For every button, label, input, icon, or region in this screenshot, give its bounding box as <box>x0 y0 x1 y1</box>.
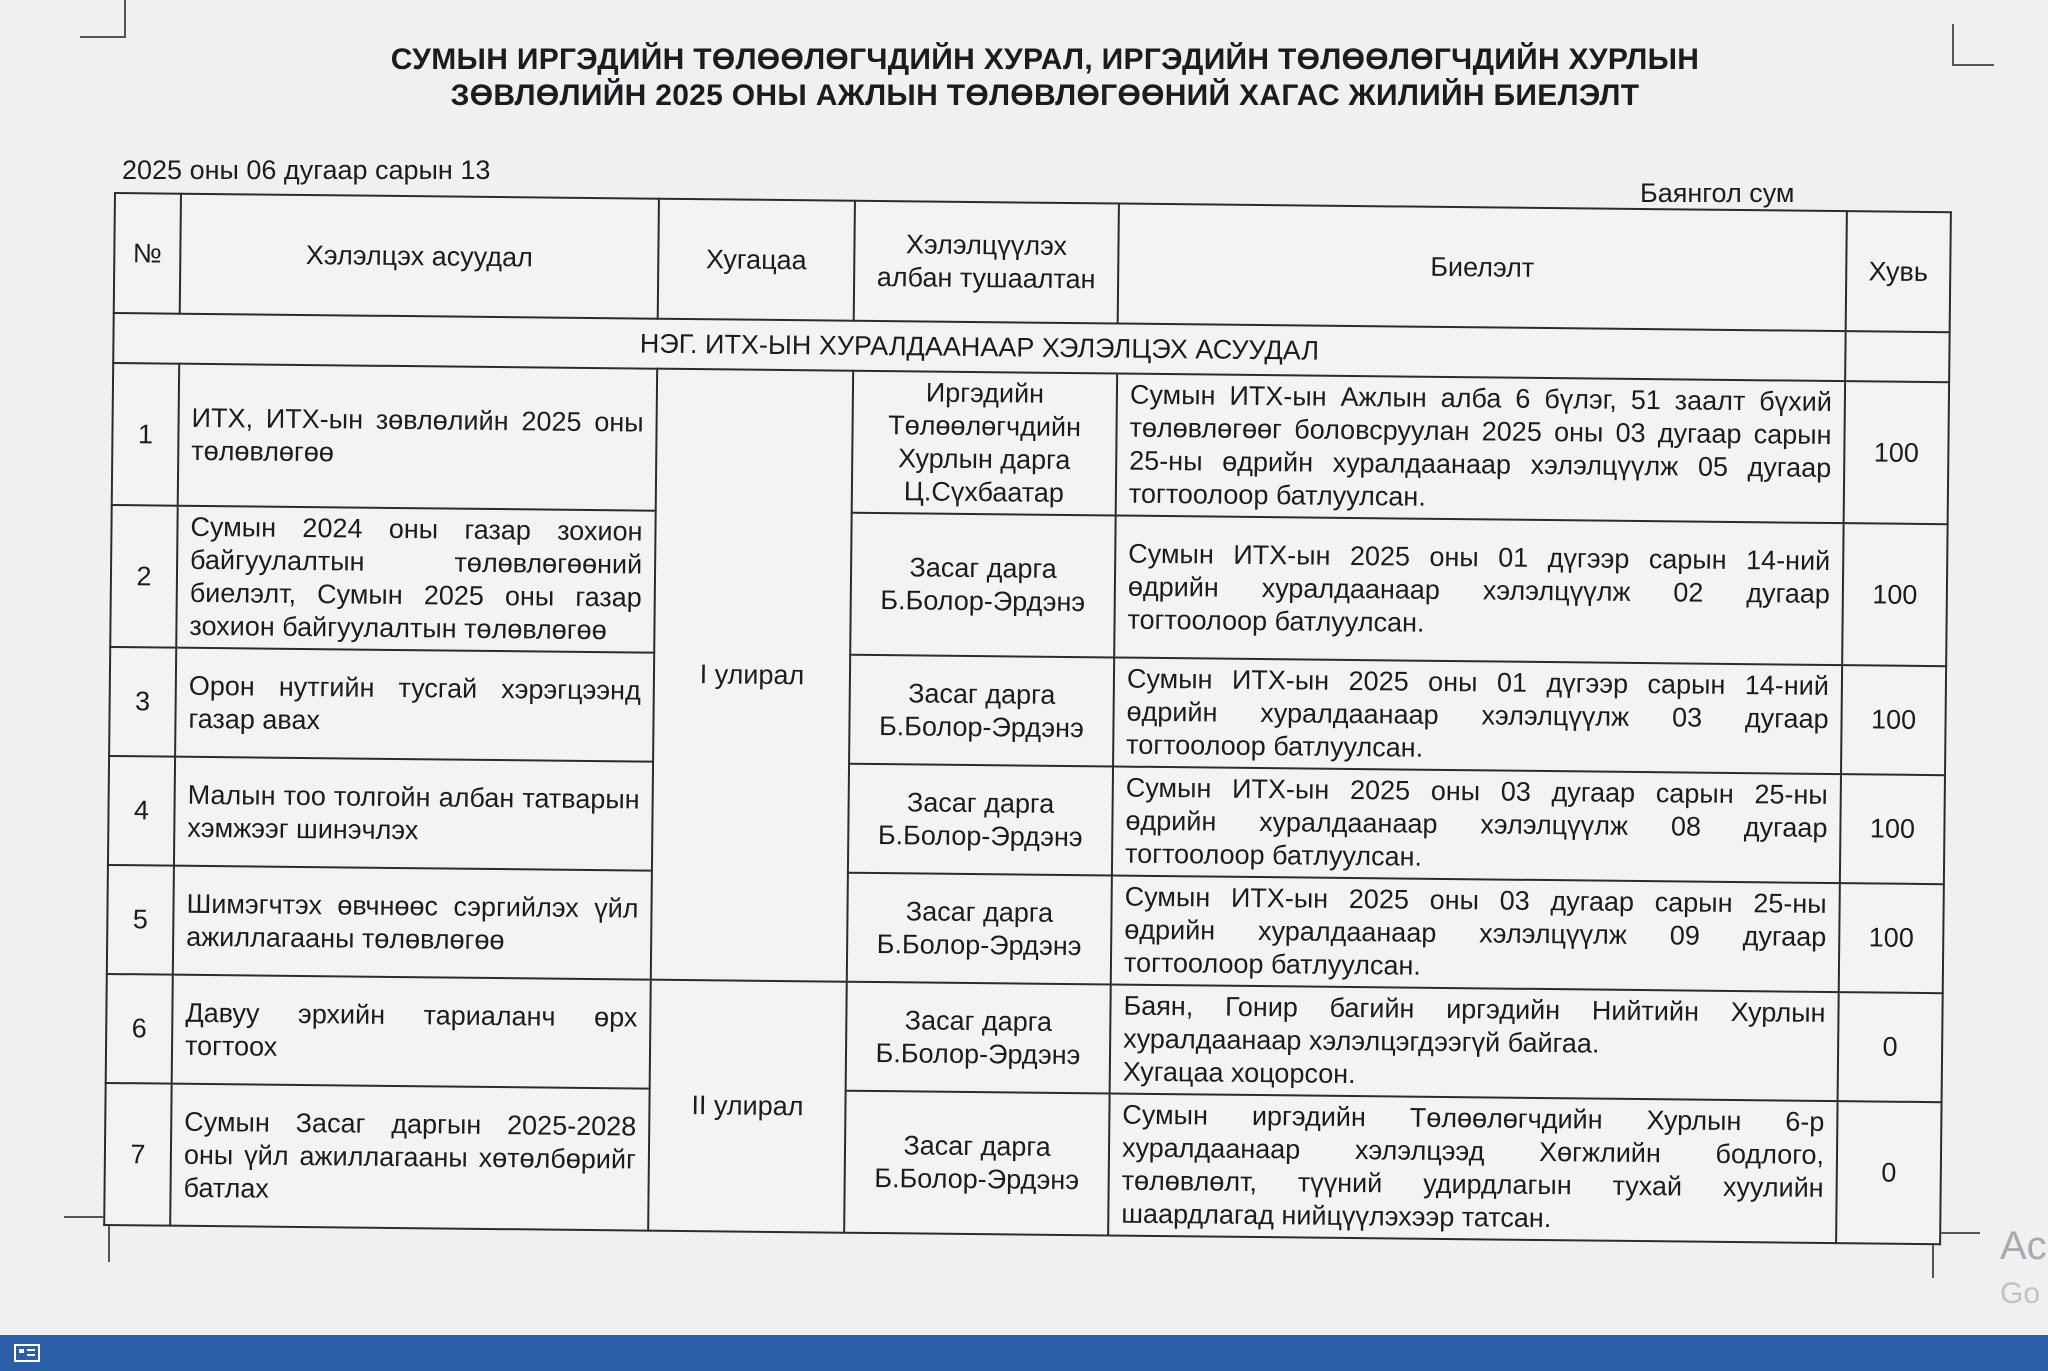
row-owner-title: Засаг дарга <box>908 677 1056 710</box>
table-header-row <box>114 193 1951 332</box>
document-title <box>300 42 1790 114</box>
row-owner-name: Б.Болор-Эрдэнэ <box>878 710 1084 743</box>
row-num: 5 <box>107 865 174 975</box>
row-owner-name: Б.Болор-Эрдэнэ <box>874 1163 1080 1196</box>
row-owner <box>852 371 1117 516</box>
table-row <box>104 1083 1941 1244</box>
title-line-2: ЗӨВЛӨЛИЙН 2025 ОНЫ АЖЛЫН ТӨЛӨВЛӨГӨӨНИЙ ХАГАС ЖИЛИЙН БИЕЛЭЛТ <box>450 79 1640 112</box>
header-num: № <box>114 193 181 314</box>
table-row <box>110 505 1947 666</box>
page-corner-mark <box>1952 24 1994 66</box>
row-owner-title: Иргэдийн Төлөөлөгчдийн Хурлын дарга <box>888 377 1082 476</box>
row-issue: Орон нутгийн тусгай хэрэгцээнд газар авах <box>175 648 654 762</box>
document-location: Баянгол сум <box>1640 178 1795 208</box>
row-owner <box>844 1091 1109 1236</box>
row-result: Сумын ИТХ-ын 2025 оны 01 дүгээр сарын 14-ний өдрийн хуралдаанаар хэлэлцүүлж 02 дугаар тогтоолоор батлуулсан. <box>1114 516 1843 666</box>
watermark-line-1: Ac <box>2000 1224 2047 1268</box>
row-owner-name: Б.Болор-Эрдэнэ <box>876 928 1082 961</box>
table-row <box>109 647 1946 775</box>
header-owner-line-1: Хэлэлцүүлэх <box>905 229 1068 261</box>
row-percent: 100 <box>1840 774 1945 884</box>
row-owner-name: Б.Болор-Эрдэнэ <box>875 1037 1081 1070</box>
row-num: 4 <box>108 756 175 866</box>
row-issue: Давуу эрхийн тариаланч өрх тогтоох <box>172 975 651 1089</box>
row-issue: ИТХ, ИТХ-ын зөвлөлийн 2025 оны төлөвлөгөө <box>178 364 657 511</box>
document-date: 2025 оны 06 дугаар сарын 13 <box>122 155 491 185</box>
row-owner-name: Ц.Сүхбаатар <box>903 476 1065 508</box>
row-result: Сумын ИТХ-ын 2025 оны 03 дугаар сарын 25-ны өдрийн хуралдаанаар хэлэлцүүлж 09 дугаар тогтоолоор батлуулсан. <box>1111 875 1840 992</box>
section-title: НЭГ. ИТХ-ЫН ХУРАЛДААНААР ХЭЛЭЛЦЭХ АСУУДАЛ <box>113 313 1845 381</box>
row-percent: 0 <box>1838 992 1943 1102</box>
header-owner-line-2: албан тушаалтан <box>876 261 1096 295</box>
row-percent: 100 <box>1841 665 1946 775</box>
row-num: 2 <box>110 505 177 648</box>
row-issue: Шимэгчтэх өвчнөөс сэргийлэх үйл ажиллагааны төлөвлөгөө <box>173 866 652 980</box>
row-issue: Сумын 2024 оны газар зохион байгуулалтын төлөвлөгөөний биелэлт, Сумын 2025 оны газар зохион байгуулалтын төлөвлөгөө <box>176 506 655 653</box>
header-deadline: Хугацаа <box>658 199 855 321</box>
plan-table <box>103 192 1952 1245</box>
taskbar <box>0 1335 2048 1371</box>
row-num: 7 <box>104 1083 171 1226</box>
table-row <box>107 865 1944 993</box>
row-num: 3 <box>109 647 176 757</box>
row-owner <box>850 513 1115 658</box>
row-result-note: Хугацаа хоцорсон. <box>1122 1056 1356 1090</box>
table-row <box>108 756 1945 884</box>
header-result: Биелэлт <box>1118 204 1847 332</box>
header-owner <box>854 201 1119 324</box>
row-deadline: II улирал <box>648 980 847 1233</box>
row-percent: 100 <box>1839 883 1944 993</box>
title-line-1: СУМЫН ИРГЭДИЙН ТӨЛӨӨЛӨГЧДИЙН ХУРАЛ, ИРГЭДИЙН ТӨЛӨӨЛӨГЧДИЙН ХУРЛЫН <box>390 43 1700 76</box>
activate-windows-watermark <box>2000 1222 2047 1318</box>
app-icon[interactable] <box>14 1343 40 1363</box>
row-num: 6 <box>106 974 173 1084</box>
row-owner-title: Засаг дарга <box>909 552 1057 584</box>
row-deadline: I улирал <box>651 369 853 982</box>
row-result <box>1110 984 1839 1101</box>
row-owner <box>847 873 1112 985</box>
row-num: 1 <box>112 363 179 506</box>
row-owner-title: Засаг дарга <box>906 786 1055 819</box>
row-owner-title: Засаг дарга <box>904 1004 1053 1037</box>
row-owner-name: Б.Болор-Эрдэнэ <box>880 585 1086 618</box>
row-result: Сумын иргэдийн Төлөөлөгчдийн Хурлын 6-р хуралдаанаар хэлэлцээд Хөгжлийн бодлого, төлөвлөлт, түүний удирдлагын тухай хуулийн шаардлагад нийцүүлэхээр татсан. <box>1108 1093 1837 1243</box>
row-owner-name: Б.Болор-Эрдэнэ <box>877 819 1083 852</box>
row-result: Сумын ИТХ-ын 2025 оны 01 дүгээр сарын 14-ний өдрийн хуралдаанаар хэлэлцүүлж 03 дугаар тогтоолоор батлуулсан. <box>1113 657 1842 774</box>
row-owner-title: Засаг дарга <box>903 1130 1051 1162</box>
row-result: Сумын ИТХ-ын Ажлын алба 6 бүлэг, 51 заалт бүхий төлөвлөгөөг боловсруулан 2025 оны 03 дугаар сарын 25-ны өдрийн хуралдаанаар хэлэлцүүлж 05 дугаар тогтоолоор батлуулсан. <box>1116 374 1845 524</box>
header-percent: Хувь <box>1846 211 1951 332</box>
header-issue: Хэлэлцэх асуудал <box>180 194 659 319</box>
watermark-line-2: Go <box>2000 1277 2041 1310</box>
row-result-text: Баян, Гонир багийн иргэдийн Нийтийн Хурлын хуралдаанаар хэлэлцэгдээгүй байгаа. <box>1123 990 1826 1059</box>
row-owner <box>848 764 1113 876</box>
row-issue: Малын тоо толгойн албан татварын хэмжээг шинэчлэх <box>174 757 653 871</box>
page-corner-mark <box>80 0 126 38</box>
row-percent: 100 <box>1842 523 1947 666</box>
row-owner <box>846 982 1111 1094</box>
section-percent-cell <box>1845 331 1950 382</box>
row-result: Сумын ИТХ-ын 2025 оны 03 дугаар сарын 25-ны өдрийн хуралдаанаар хэлэлцүүлж 08 дугаар тогтоолоор батлуулсан. <box>1112 766 1841 883</box>
table-row <box>106 974 1943 1102</box>
table-row <box>112 363 1949 524</box>
row-owner-title: Засаг дарга <box>905 895 1054 928</box>
row-issue: Сумын Засаг даргын 2025-2028 оны үйл ажиллагааны хөтөлбөрийг батлах <box>170 1084 649 1231</box>
row-percent: 0 <box>1836 1101 1941 1244</box>
row-owner <box>849 655 1114 767</box>
row-percent: 100 <box>1844 381 1949 524</box>
